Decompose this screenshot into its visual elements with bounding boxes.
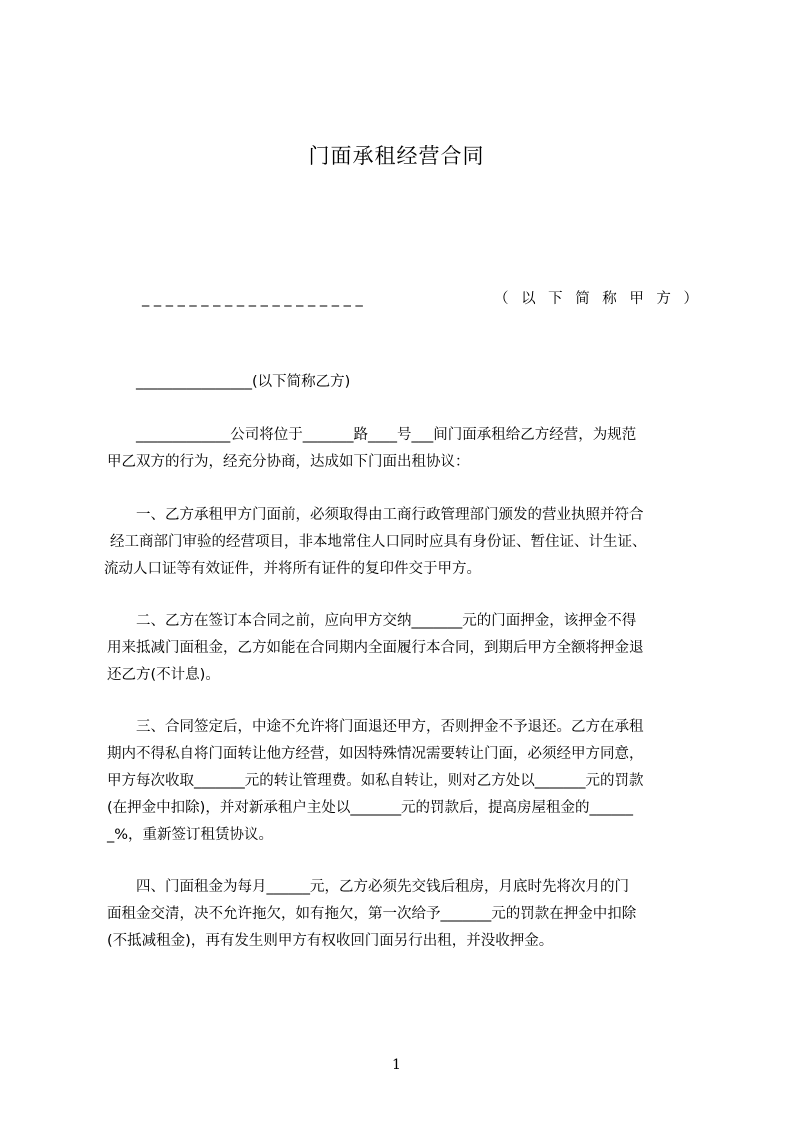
clause-1-line-2: 经工商部门审验的经营项目，非本地常住人口同时应具有身份证、暂住证、计生证、 xyxy=(110,534,647,550)
party-b-line: ________________(以下简称乙方) xyxy=(136,374,351,390)
page-number: 1 xyxy=(392,1057,401,1073)
clause-3-line-3: 甲方每次收取_______元的转让管理费。如私自转让，则对乙方处以_______元的罚款 xyxy=(107,773,644,789)
preamble-line-2: 甲乙双方的行为，经充分协商，达成如下门面出租协议： xyxy=(107,454,470,470)
clause-1-line-1: 一、乙方承租甲方门面前，必须取得由工商行政管理部门颁发的营业执照并符合 xyxy=(136,507,644,523)
party-a-line xyxy=(142,289,698,309)
clause-3-line-1: 三、合同签定后，中途不允许将门面退还甲方，否则押金不予退还。乙方在承租 xyxy=(136,719,644,735)
clause-3-line-2: 期内不得私自将门面转让他方经营，如因特殊情况需要转让门面，必须经甲方同意， xyxy=(107,746,644,762)
document-title: 门面承租经营合同 xyxy=(308,144,485,168)
party-a-suffix: （以下简称甲方） xyxy=(494,291,698,307)
clause-3-line-4: (在押金中扣除)，并对新承租户主处以_______元的罚款后，提高房屋租金的______ xyxy=(107,800,634,816)
clause-4-line-1: 四、门面租金为每月______元，乙方必须先交钱后租房，月底时先将次月的门 xyxy=(136,879,629,895)
preamble-line-1: _____________公司将位于_______路____号___间门面承租给乙方经营，为规范 xyxy=(136,427,637,443)
clause-2-line-2: 用来抵减门面租金，乙方如能在合同期内全面履行本合同，到期后甲方全额将押金退 xyxy=(107,640,644,656)
clause-2-line-1: 二、乙方在签订本合同之前，应向甲方交纳_______元的门面押金，该押金不得 xyxy=(136,613,637,629)
clause-1-line-3: 流动人口证等有效证件，并将所有证件的复印件交于甲方。 xyxy=(104,561,481,577)
party-a-blank: _ _ _ _ _ _ _ _ _ _ _ _ _ _ _ _ _ _ _ xyxy=(142,291,363,307)
clause-3-line-5: _%，重新签订租赁协议。 xyxy=(107,827,274,843)
clause-2-line-3: 还乙方(不计息)。 xyxy=(107,667,220,683)
clause-4-line-2: 面租金交清，决不允许拖欠，如有拖欠，第一次给予_______元的罚款在押金中扣除 xyxy=(107,906,637,922)
clause-4-line-3: (不抵减租金)，再有发生则甲方有权收回门面另行出租，并没收押金。 xyxy=(107,933,554,949)
